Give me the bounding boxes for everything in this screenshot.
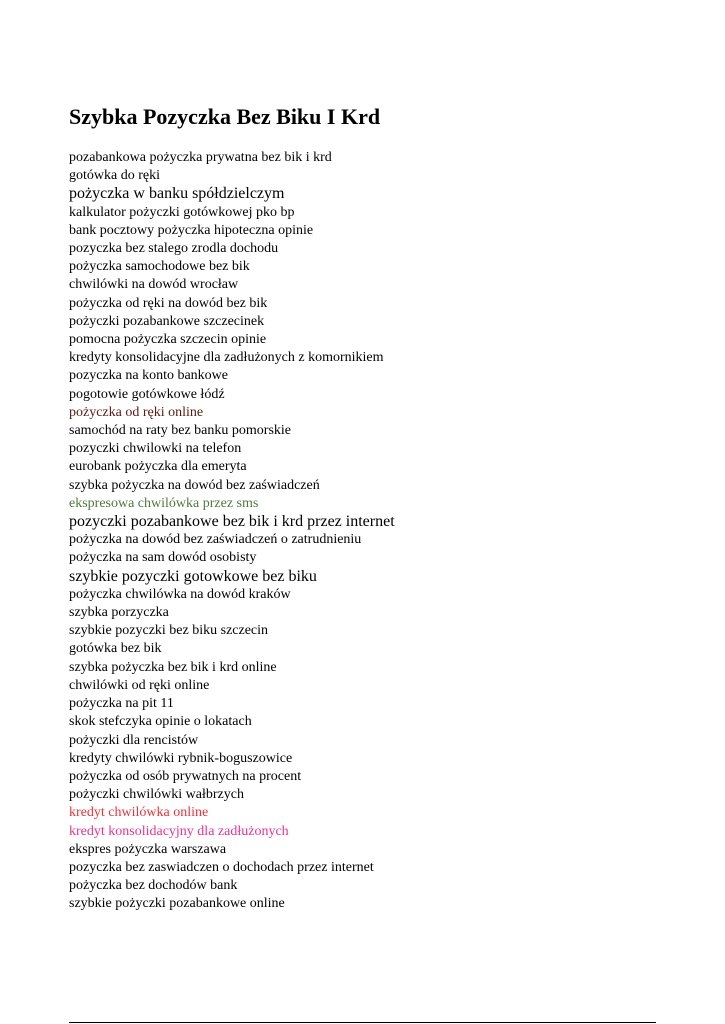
keyword-link[interactable]: pożyczka w banku spółdzielczym: [69, 185, 285, 203]
keyword-link[interactable]: szybkie pożyczki pozabankowe online: [69, 896, 285, 912]
list-item: [69, 422, 395, 440]
list-item: [69, 240, 395, 258]
keyword-link[interactable]: eurobank pożyczka dla emeryta: [69, 459, 247, 475]
keyword-link[interactable]: pożyczka chwilówka na dowód kraków: [69, 586, 291, 602]
keyword-link[interactable]: kredyty chwilówki rybnik-boguszowice: [69, 750, 293, 766]
list-item: [69, 804, 395, 822]
list-item: [69, 331, 395, 349]
list-item: [69, 531, 395, 549]
list-item: [69, 513, 395, 531]
keyword-link[interactable]: pożyczka od ręki online: [69, 404, 204, 420]
keyword-link[interactable]: pożyczka od osób prywatnych na procent: [69, 768, 302, 784]
list-item: [69, 659, 395, 677]
list-item: [69, 786, 395, 804]
list-item: [69, 823, 395, 841]
keyword-link[interactable]: szybka porzyczka: [69, 605, 169, 621]
keyword-link[interactable]: pożyczki dla rencistów: [69, 732, 199, 748]
keyword-link[interactable]: ekspresowa chwilówka przez sms: [69, 495, 259, 511]
list-item: [69, 604, 395, 622]
keyword-link[interactable]: pożyczka na dowód bez zaświadczeń o zatrudnieniu: [69, 532, 362, 548]
list-item: [69, 877, 395, 895]
keyword-link[interactable]: pozyczki chwilowki na telefon: [69, 441, 242, 457]
list-item: [69, 586, 395, 604]
list-item: [69, 386, 395, 404]
keyword-link[interactable]: szybkie pozyczki gotowkowe bez biku: [69, 567, 317, 585]
list-item: [69, 568, 395, 586]
list-item: [69, 349, 395, 367]
list-item: [69, 732, 395, 750]
link-list: [69, 149, 395, 914]
keyword-link[interactable]: chwilówki na dowód wrocław: [69, 277, 239, 293]
list-item: [69, 367, 395, 385]
keyword-link[interactable]: pozyczki pozabankowe bez bik i krd przez internet: [69, 513, 395, 531]
list-item: [69, 841, 395, 859]
keyword-link[interactable]: pozabankowa pożyczka prywatna bez bik i krd: [69, 150, 332, 165]
keyword-link[interactable]: pomocna pożyczka szczecin opinie: [69, 332, 267, 348]
list-item: [69, 477, 395, 495]
list-item: [69, 640, 395, 658]
keyword-link[interactable]: kalkulator pożyczki gotówkowej pko bp: [69, 204, 295, 220]
list-item: [69, 458, 395, 476]
list-item: [69, 313, 395, 331]
list-item: [69, 276, 395, 294]
list-item: [69, 495, 395, 513]
keyword-link[interactable]: pozyczka na konto bankowe: [69, 368, 228, 384]
list-item: [69, 404, 395, 422]
keyword-link[interactable]: gotówka bez bik: [69, 641, 162, 657]
page-title: Szybka Pozyczka Bez Biku I Krd: [69, 104, 381, 129]
keyword-link[interactable]: chwilówki od ręki online: [69, 677, 210, 693]
keyword-link[interactable]: samochód na raty bez banku pomorskie: [69, 423, 291, 439]
keyword-link[interactable]: bank pocztowy pożyczka hipoteczna opinie: [69, 222, 314, 238]
list-item: [69, 185, 395, 203]
list-item: [69, 549, 395, 567]
keyword-link[interactable]: pozyczka bez stalego zrodla dochodu: [69, 241, 279, 257]
list-item: [69, 440, 395, 458]
list-item: [69, 258, 395, 276]
keyword-link[interactable]: pożyczka na pit 11: [69, 696, 174, 712]
list-item: [69, 768, 395, 786]
keyword-link[interactable]: pożyczka samochodowe bez bik: [69, 259, 250, 275]
keyword-link[interactable]: gotówka do ręki: [69, 168, 160, 184]
keyword-link[interactable]: pozyczka bez zaswiadczen o dochodach przez internet: [69, 859, 374, 875]
keyword-link[interactable]: szybka pożyczka na dowód bez zaświadczeń: [69, 477, 320, 493]
list-item: [69, 622, 395, 640]
keyword-link[interactable]: kredyt konsolidacyjny dla zadłużonych: [69, 823, 289, 839]
keyword-link[interactable]: pożyczki chwilówki wałbrzych: [69, 787, 244, 803]
keyword-link[interactable]: ekspres pożyczka warszawa: [69, 841, 227, 857]
list-item: [69, 895, 395, 913]
list-item: [69, 859, 395, 877]
keyword-link[interactable]: pożyczka bez dochodów bank: [69, 878, 238, 894]
list-item: [69, 695, 395, 713]
keyword-link[interactable]: skok stefczyka opinie o lokatach: [69, 714, 252, 730]
keyword-link[interactable]: pożyczki pozabankowe szczecinek: [69, 313, 265, 329]
keyword-link[interactable]: pogotowie gotówkowe łódź: [69, 386, 225, 402]
list-item: [69, 149, 395, 167]
keyword-link[interactable]: kredyty konsolidacyjne dla zadłużonych z komornikiem: [69, 350, 384, 366]
bottom-divider: [69, 1022, 656, 1023]
keyword-link[interactable]: pożyczka od ręki na dowód bez bik: [69, 295, 268, 311]
keyword-link[interactable]: szybka pożyczka bez bik i krd online: [69, 659, 277, 675]
list-item: [69, 713, 395, 731]
list-item: [69, 750, 395, 768]
keyword-link[interactable]: pożyczka na sam dowód osobisty: [69, 550, 257, 566]
keyword-link[interactable]: kredyt chwilówka online: [69, 805, 209, 821]
keyword-link[interactable]: szybkie pozyczki bez biku szczecin: [69, 623, 269, 639]
list-item: [69, 167, 395, 185]
list-item: [69, 204, 395, 222]
list-item: [69, 677, 395, 695]
list-item: [69, 222, 395, 240]
list-item: [69, 295, 395, 313]
